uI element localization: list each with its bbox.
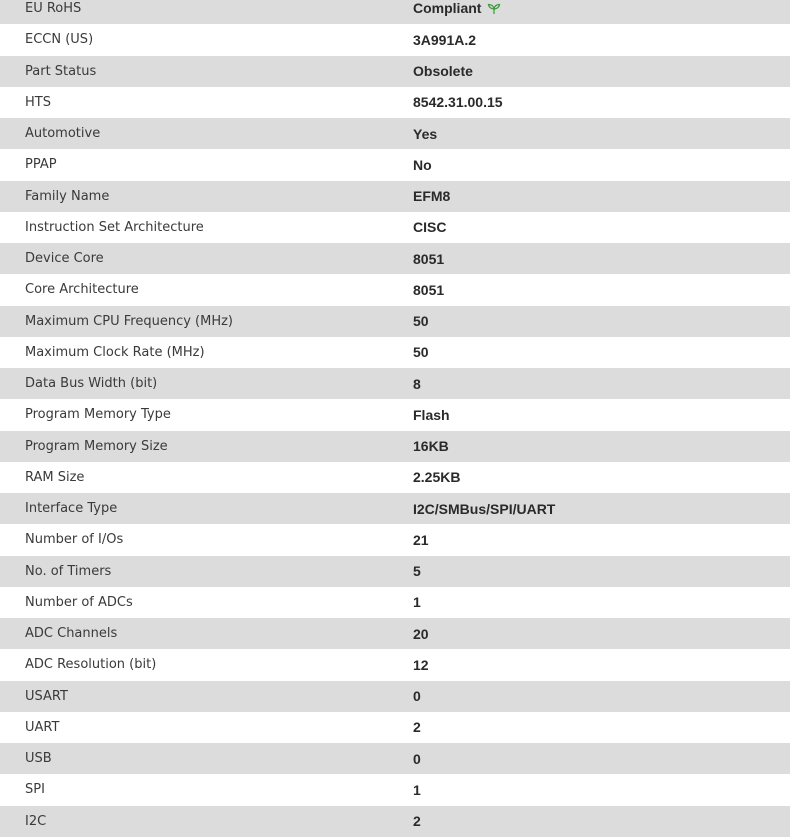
spec-row-uart <box>0 712 790 743</box>
spec-row-spi <box>0 774 790 805</box>
spec-label: Part Status <box>0 56 413 87</box>
spec-label: Number of I/Os <box>0 524 413 555</box>
spec-value: 50 <box>413 337 790 368</box>
spec-value: 12 <box>413 649 790 680</box>
spec-row-adc-channels <box>0 618 790 649</box>
spec-row-max-cpu-frequency <box>0 306 790 337</box>
spec-label: Core Architecture <box>0 274 413 305</box>
spec-row-number-of-ios <box>0 524 790 555</box>
spec-row-hts <box>0 87 790 118</box>
spec-label: ECCN (US) <box>0 24 413 55</box>
spec-label: PPAP <box>0 149 413 180</box>
spec-label: No. of Timers <box>0 556 413 587</box>
spec-row-number-of-adcs <box>0 587 790 618</box>
spec-label: USART <box>0 681 413 712</box>
spec-row-i2c <box>0 806 790 837</box>
spec-row-eccn <box>0 24 790 55</box>
spec-value: 2.25KB <box>413 462 790 493</box>
spec-label: HTS <box>0 87 413 118</box>
spec-label: RAM Size <box>0 462 413 493</box>
leaf-icon <box>487 2 501 18</box>
spec-label: Maximum Clock Rate (MHz) <box>0 337 413 368</box>
spec-value: EFM8 <box>413 181 790 212</box>
spec-row-max-clock-rate <box>0 337 790 368</box>
spec-label: ADC Resolution (bit) <box>0 649 413 680</box>
spec-row-automotive <box>0 118 790 149</box>
spec-value: 2 <box>413 806 790 837</box>
spec-row-eu-rohs <box>0 0 790 24</box>
spec-row-usb <box>0 743 790 774</box>
spec-value: 50 <box>413 306 790 337</box>
spec-label: Maximum CPU Frequency (MHz) <box>0 306 413 337</box>
spec-label: UART <box>0 712 413 743</box>
spec-value: 21 <box>413 524 790 555</box>
spec-row-usart <box>0 681 790 712</box>
spec-value: Obsolete <box>413 56 790 87</box>
spec-value-cell <box>413 0 790 24</box>
spec-row-ram-size <box>0 462 790 493</box>
spec-value: 8051 <box>413 274 790 305</box>
spec-row-interface-type <box>0 493 790 524</box>
spec-row-number-of-timers <box>0 556 790 587</box>
spec-value: 2 <box>413 712 790 743</box>
spec-label: USB <box>0 743 413 774</box>
spec-value: Compliant <box>413 0 482 16</box>
spec-label: EU RoHS <box>0 0 413 24</box>
spec-row-adc-resolution <box>0 649 790 680</box>
spec-value: 8 <box>413 368 790 399</box>
spec-row-family-name <box>0 181 790 212</box>
spec-label: Device Core <box>0 243 413 274</box>
spec-row-program-memory-type <box>0 399 790 430</box>
spec-value: 3A991A.2 <box>413 24 790 55</box>
spec-label: SPI <box>0 774 413 805</box>
spec-row-instruction-set <box>0 212 790 243</box>
spec-value: 1 <box>413 774 790 805</box>
spec-value: I2C/SMBus/SPI/UART <box>413 493 790 524</box>
spec-row-data-bus-width <box>0 368 790 399</box>
spec-value: 0 <box>413 681 790 712</box>
spec-value: 20 <box>413 618 790 649</box>
spec-label: Interface Type <box>0 493 413 524</box>
spec-label: Program Memory Type <box>0 399 413 430</box>
spec-value: 5 <box>413 556 790 587</box>
spec-label: I2C <box>0 806 413 837</box>
spec-label: Data Bus Width (bit) <box>0 368 413 399</box>
spec-row-core-architecture <box>0 274 790 305</box>
spec-label: ADC Channels <box>0 618 413 649</box>
spec-value: 1 <box>413 587 790 618</box>
spec-value: CISC <box>413 212 790 243</box>
spec-label: Family Name <box>0 181 413 212</box>
spec-label: Instruction Set Architecture <box>0 212 413 243</box>
spec-value: 8051 <box>413 243 790 274</box>
spec-row-ppap <box>0 149 790 180</box>
spec-label: Number of ADCs <box>0 587 413 618</box>
spec-value: Yes <box>413 118 790 149</box>
spec-value: Flash <box>413 399 790 430</box>
spec-value: No <box>413 149 790 180</box>
spec-value: 8542.31.00.15 <box>413 87 790 118</box>
spec-row-program-memory-size <box>0 431 790 462</box>
spec-value: 16KB <box>413 431 790 462</box>
spec-row-part-status <box>0 56 790 87</box>
spec-label: Automotive <box>0 118 413 149</box>
spec-label: Program Memory Size <box>0 431 413 462</box>
spec-value: 0 <box>413 743 790 774</box>
spec-row-device-core <box>0 243 790 274</box>
